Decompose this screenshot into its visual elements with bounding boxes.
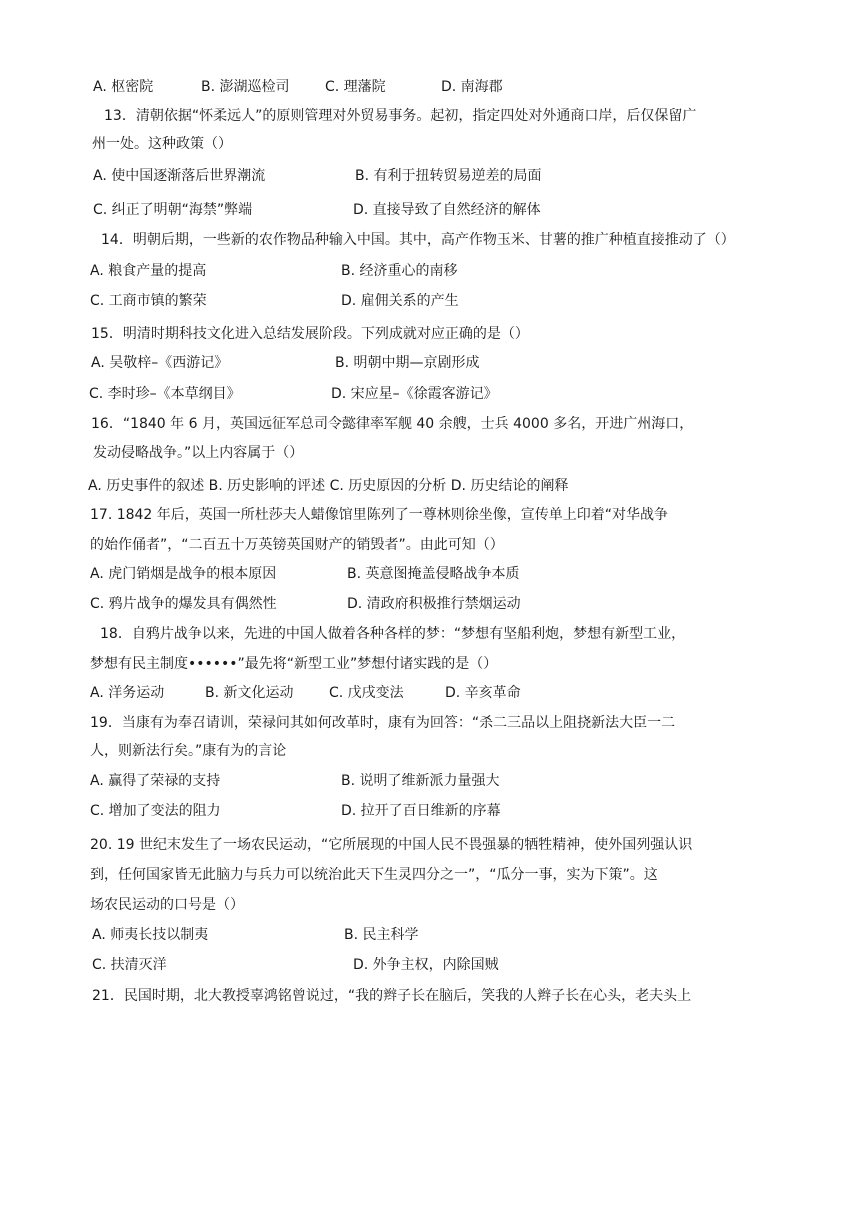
option-c: C. 理藩院 — [325, 79, 386, 95]
question-stem: 18．自鸦片战争以来，先进的中国人做着各种各样的梦：“梦想有坚船利炮，梦想有新型工业， — [100, 626, 686, 642]
option-d: D. 拉开了百日维新的序幕 — [341, 803, 501, 819]
option-a: A. 枢密院 — [93, 79, 154, 95]
option-d: D. 清政府积极推行禁烟运动 — [347, 596, 521, 612]
option-a: A. 师夷长技以制夷 — [92, 927, 209, 943]
option-a: A. 粮食产量的提高 — [90, 263, 207, 279]
option-a: A. 使中国逐渐落后世界潮流 — [93, 168, 266, 184]
question-stem: 13．清朝依据“怀柔远人”的原则管理对外贸易事务。起初，指定四处对外通商口岸，后仅保留广 — [104, 108, 697, 124]
option-a: A. 洋务运动 — [90, 685, 165, 701]
question-stem: 场农民运动的口号是（） — [90, 897, 244, 913]
option-a: A. 吴敬梓–《西游记》 — [91, 355, 229, 371]
option-d: D. 雇佣关系的产生 — [341, 293, 459, 309]
question-stem: 发动侵略战争。”以上内容属于（） — [93, 445, 304, 461]
question-stem: 到，任何国家皆无此脑力与兵力可以统治此天下生灵四分之一”，“瓜分一事，实为下策”。这 — [90, 867, 658, 883]
question-stem: 州一处。这种政策（） — [92, 136, 232, 152]
option-d: D. 宋应星–《徐霞客游记》 — [331, 386, 498, 402]
option-d: D. 外争主权，内除国贼 — [353, 957, 499, 973]
question-stem: 17. 1842 年后，英国一所杜莎夫人蜡像馆里陈列了一尊林则徐坐像，宣传单上印着“对华战争 — [90, 507, 669, 523]
option-d: D. 辛亥革命 — [445, 685, 521, 701]
question-stem: 20. 19 世纪末发生了一场农民运动，“它所展现的中国人民不畏强暴的牺牲精神，使外国列强认识 — [90, 837, 693, 853]
options-line: A. 历史事件的叙述 B. 历史影响的评述 C. 历史原因的分析 D. 历史结论的阐释 — [88, 478, 569, 494]
option-c: C. 扶清灭洋 — [92, 957, 167, 973]
option-a: A. 赢得了荣禄的支持 — [90, 773, 221, 789]
option-c: C. 增加了变法的阻力 — [90, 803, 221, 819]
option-a: A. 虎门销烟是战争的根本原因 — [90, 566, 277, 582]
option-b: B. 英意图掩盖侵略战争本质 — [347, 566, 520, 582]
option-b: B. 明朝中期—京剧形成 — [335, 355, 480, 371]
question-stem: 16．“1840 年 6 月，英国远征军总司令懿律率军舰 40 余艘，士兵 4000 多名，开进广州海口， — [91, 416, 694, 432]
question-stem: 15．明清时期科技文化进入总结发展阶段。下列成就对应正确的是（） — [91, 326, 529, 342]
option-c: C. 李时珍–《本草纲目》 — [89, 386, 241, 402]
option-d: D. 南海郡 — [441, 79, 503, 95]
question-stem: 19．当康有为奉召请训，荣禄问其如何改革时，康有为回答：“杀二三品以上阻挠新法大臣一二 — [90, 715, 676, 731]
option-b: B. 民主科学 — [344, 927, 419, 943]
option-b: B. 经济重心的南移 — [341, 263, 458, 279]
question-stem: 人，则新法行矣。”康有为的言论 — [90, 743, 287, 759]
question-stem: 的始作俑者”，“二百五十万英镑英国财产的销毁者”。由此可知（） — [90, 537, 504, 553]
option-c: C. 纠正了明朝“海禁”弊端 — [93, 202, 253, 218]
option-c: C. 工商市镇的繁荣 — [90, 293, 207, 309]
question-stem: 14．明朝后期，一些新的农作物品种输入中国。其中，高产作物玉米、甘薯的推广种植直接推动了（） — [101, 232, 735, 248]
option-b: B. 新文化运动 — [205, 685, 294, 701]
question-stem: 梦想有民主制度••••••”最先将“新型工业”梦想付诸实践的是（） — [90, 656, 498, 672]
option-b: B. 说明了维新派力量强大 — [341, 773, 500, 789]
option-d: D. 直接导致了自然经济的解体 — [353, 202, 541, 218]
option-b: B. 澎湖巡检司 — [201, 79, 290, 95]
option-c: C. 戊戌变法 — [329, 685, 404, 701]
option-c: C. 鸦片战争的爆发具有偶然性 — [90, 596, 277, 612]
option-b: B. 有利于扭转贸易逆差的局面 — [355, 168, 542, 184]
question-stem: 21．民国时期，北大教授辜鸿铭曾说过，“我的辫子长在脑后，笑我的人辫子长在心头，老夫头上 — [92, 988, 692, 1004]
